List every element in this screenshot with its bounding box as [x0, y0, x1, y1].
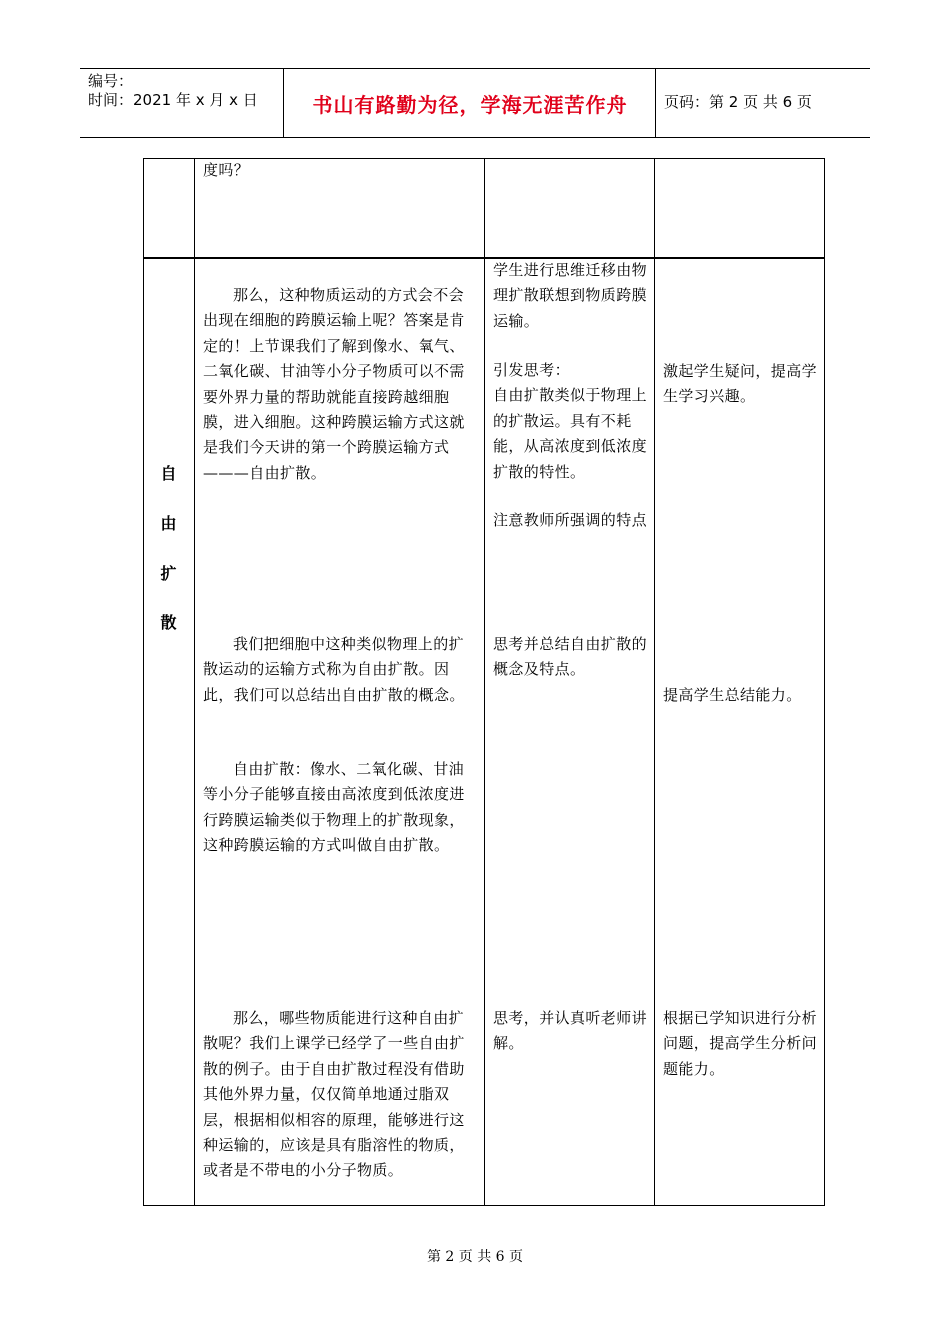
student-text: 引发思考： — [493, 361, 571, 379]
student-text: 思考，并认真听老师讲解。 — [493, 1009, 648, 1053]
section-char: 散 — [160, 613, 177, 632]
teacher-paragraph — [203, 283, 479, 486]
intent-text: 根据已学知识进行分析问题，提高学生分析问题能力。 — [663, 1009, 818, 1078]
table-border — [654, 158, 655, 1206]
student-text: 学生进行思维迁移由物理扩散联想到物质跨膜运输。 — [493, 261, 648, 330]
page-footer: 第 2 页 共 6 页 — [426, 1249, 524, 1265]
content-text: 那么，哪些物质能进行这种自由扩散呢？我们上课学已经学了一些自由扩散的例子。由于自由扩散过程没有借助其他外界力量，仅仅简单地通过脂双层，根据相似相容的原理，能够进行这种运输的，应该是具有脂溶性的物质，或者是不带电的小分子物质。 — [203, 1009, 465, 1180]
teacher-paragraph — [203, 632, 479, 708]
section-char: 自 — [160, 464, 177, 483]
table-border — [194, 158, 195, 1206]
content-text: 那么，这种物质运动的方式会不会出现在细胞的跨膜运输上呢？答案是肯定的！上节课我们了解到像水、氧气、二氧化碳、甘油等小分子物质可以不需要外界力量的帮助就能直接跨越细胞膜，进入细胞。这种跨膜运输方式这就是我们今天讲的第一个跨膜运输方式———自由扩散。 — [203, 286, 465, 482]
teacher-paragraph — [203, 757, 479, 859]
content-text: 我们把细胞中这种类似物理上的扩散运动的运输方式称为自由扩散。因此，我们可以总结出自由扩散的概念。 — [203, 635, 465, 704]
header-meta — [88, 72, 258, 110]
design-intent — [663, 1006, 819, 1082]
intent-text: 激起学生疑问，提高学生学习兴趣。 — [663, 362, 818, 406]
lesson-table — [143, 158, 825, 1206]
number-label: 编号： — [88, 72, 134, 90]
student-text: 注意教师所强调的特点 — [493, 511, 648, 529]
header-motto: 书山有路勤为径，学海无涯苦作舟 — [312, 92, 628, 117]
student-activity — [493, 358, 649, 485]
table-border — [143, 158, 144, 1206]
page-header — [80, 68, 870, 138]
intent-text: 提高学生总结能力。 — [663, 686, 802, 704]
student-activity — [493, 632, 649, 683]
row1-content — [203, 158, 479, 183]
header-page-info: 页码：第 2 页 共 6 页 — [664, 93, 812, 111]
section-char: 由 — [160, 514, 177, 533]
student-text: 思考并总结自由扩散的概念及特点。 — [493, 635, 648, 679]
content-text: 度吗？ — [203, 161, 250, 179]
time-label: 时间：2021 年 x 月 x 日 — [88, 91, 258, 109]
section-char: 扩 — [160, 564, 177, 583]
student-activity — [493, 258, 649, 334]
teacher-paragraph — [203, 1006, 479, 1184]
student-activity — [493, 508, 649, 533]
student-activity — [493, 1006, 649, 1057]
table-border — [484, 158, 485, 1206]
design-intent — [663, 359, 819, 410]
student-text: 自由扩散类似于物理上的扩散运。具有不耗能，从高浓度到低浓度扩散的特性。 — [493, 386, 648, 481]
content-text: 自由扩散：像水、二氧化碳、甘油等小分子能够直接由高浓度到低浓度进行跨膜运输类似于物理上的扩散现象，这种跨膜运输的方式叫做自由扩散。 — [203, 760, 465, 855]
table-border — [824, 158, 825, 1206]
design-intent — [663, 683, 819, 708]
